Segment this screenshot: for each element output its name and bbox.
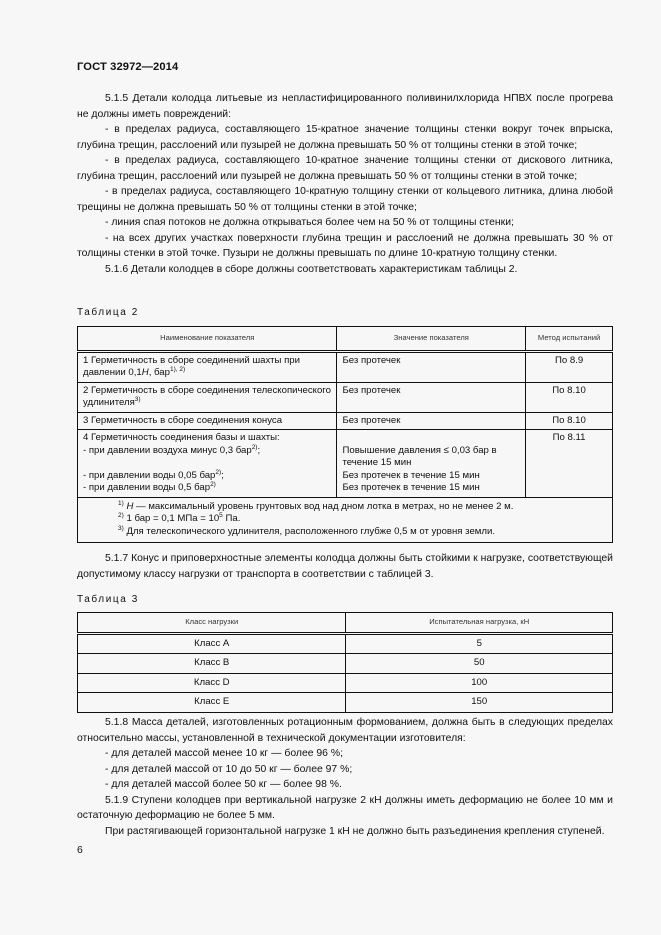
test-method: По 8.10	[526, 382, 613, 412]
paragraph: 5.1.9 Ступени колодцев при вертикальной нагрузке 2 кН должны иметь деформацию не более 10 мм и остаточную деформацию не более 5 мм.	[77, 794, 613, 821]
indicator-name: 2 Герметичность в сборе соединения телескопического удлинителя$^{3)}$	[78, 382, 337, 412]
table-row	[78, 430, 613, 498]
test-load: 100	[346, 673, 613, 693]
indicator-value: Без протечек	[337, 412, 526, 430]
table-row	[78, 693, 613, 713]
table-row	[78, 633, 613, 654]
list-item: - в пределах радиуса, составляющего 15-кратное значение толщины стенки вокруг точек впрыска, глубина трещин, расслоений или пузырей не должна превышать 50 % от толщины стенки в этой точке;	[77, 124, 613, 151]
indicator-name: 1 Герметичность в сборе соединений шахты при давлении 0,1H, бар$^{1), 2)}$	[78, 351, 337, 382]
table-row	[78, 412, 613, 430]
list-item: - для деталей массой от 10 до 50 кг — более 97 %;	[105, 763, 353, 775]
paragraph: 5.1.6 Детали колодцев в сборе должны соответствовать характеристикам таблицы 2.	[105, 263, 518, 275]
paragraph: 5.1.7 Конус и приповерхностные элементы колодца должны быть стойкими к нагрузке, соответствующей допустимому классу нагрузки от транспорта в соответствии с таблицей 3.	[77, 553, 613, 580]
table-notes	[78, 497, 613, 543]
column-header: Наименование показателя	[78, 327, 337, 352]
paragraph: 5.1.8 Масса деталей, изготовленных ротационным формованием, должна быть в следующих пределах относительно массы, установленной в технической документации изготовителя:	[77, 717, 613, 744]
list-item: - линия спая потоков не должна открываться более чем на 50 % от толщины стенки;	[105, 217, 514, 228]
indicator-value: Без протечек	[337, 351, 526, 382]
indicator-name: 3 Герметичность в сборе соединения конуса	[78, 412, 337, 430]
table-2-caption: Таблица 2	[77, 307, 139, 318]
section-5-1-5	[77, 91, 613, 277]
paragraph: 5.1.5 Детали колодца литьевые из непластифицированного поливинилхлорида НПВХ после прогрева не должны иметь повреждений:	[77, 93, 613, 120]
column-header: Класс нагрузки	[78, 613, 346, 634]
table-row	[78, 654, 613, 674]
column-header: Метод испытаний	[526, 327, 613, 352]
list-item: - в пределах радиуса, составляющего 10-кратную толщину стенки от кольцевого литника, длина любой трещины не должна превышать 50 % от толщины стенки в этой точке;	[77, 186, 613, 213]
load-class: Класс E	[78, 693, 346, 713]
list-item: - для деталей массой более 50 кг — более 98 %.	[105, 779, 342, 790]
load-class: Класс А	[78, 633, 346, 654]
table-3	[77, 612, 613, 713]
indicator-value: Повышение давления ≤ 0,03 бар в течение 15 мин Без протечек в течение 15 мин Без протечек в течение 15 мин	[337, 430, 526, 498]
indicator-value: Без протечек	[337, 382, 526, 412]
test-load: 50	[346, 654, 613, 674]
footnote: $^{1)}$ H — максимальный уровень грунтовых вод над дном лотка в метрах, но не менее 2 м.	[118, 499, 514, 512]
table-3-caption: Таблица 3	[77, 594, 139, 605]
paragraph: При растягивающей горизонтальной нагрузке 1 кН не должно быть разъединения крепления ступеней.	[105, 825, 605, 837]
list-item: - в пределах радиуса, составляющего 10-кратное значение толщины стенки от дискового литника, глубина трещин, расслоений или пузырей не должна превышать 50 % от толщины стенки в этой точке;	[77, 155, 613, 182]
footnote: $^{2)}$ 1 бар = 0,1 МПа = $10^5$ Па.	[118, 511, 241, 524]
table-row	[78, 673, 613, 693]
document-header: ГОСТ 32972—2014	[77, 61, 179, 73]
test-load: 5	[346, 633, 613, 654]
section-5-1-8	[77, 715, 613, 839]
table-row	[78, 382, 613, 412]
footnote: $^{3)}$ Для телескопического удлинителя, расположенного глубже 0,5 м от уровня земли.	[118, 524, 496, 537]
list-item: - для деталей массой менее 10 кг — более 96 %;	[105, 748, 343, 759]
table-row	[78, 351, 613, 382]
column-header: Испытательная нагрузка, кН	[346, 613, 613, 634]
test-method: По 8.11	[526, 430, 613, 498]
indicator-name: 4 Герметичность соединения базы и шахты: - при давлении воздуха минус 0,3 бар$^{2)}$; - при давлении воды 0,05 бар$^{2)}$; - при давлении воды 0,5 бар$^{2)}$	[78, 430, 337, 498]
section-5-1-7	[77, 551, 613, 582]
load-class: Класс D	[78, 673, 346, 693]
test-method: По 8.9	[526, 351, 613, 382]
test-method: По 8.10	[526, 412, 613, 430]
test-load: 150	[346, 693, 613, 713]
table-2	[77, 326, 613, 543]
list-item: - на всех других участках поверхности глубина трещин и расслоений не должна превышать 30 % от толщины стенки в этой точке. Пузыри не должны превышать по длине 10-кратную толщину стенки.	[77, 232, 613, 259]
column-header: Значение показателя	[337, 327, 526, 352]
load-class: Класс В	[78, 654, 346, 674]
page-number: 6	[77, 845, 83, 856]
